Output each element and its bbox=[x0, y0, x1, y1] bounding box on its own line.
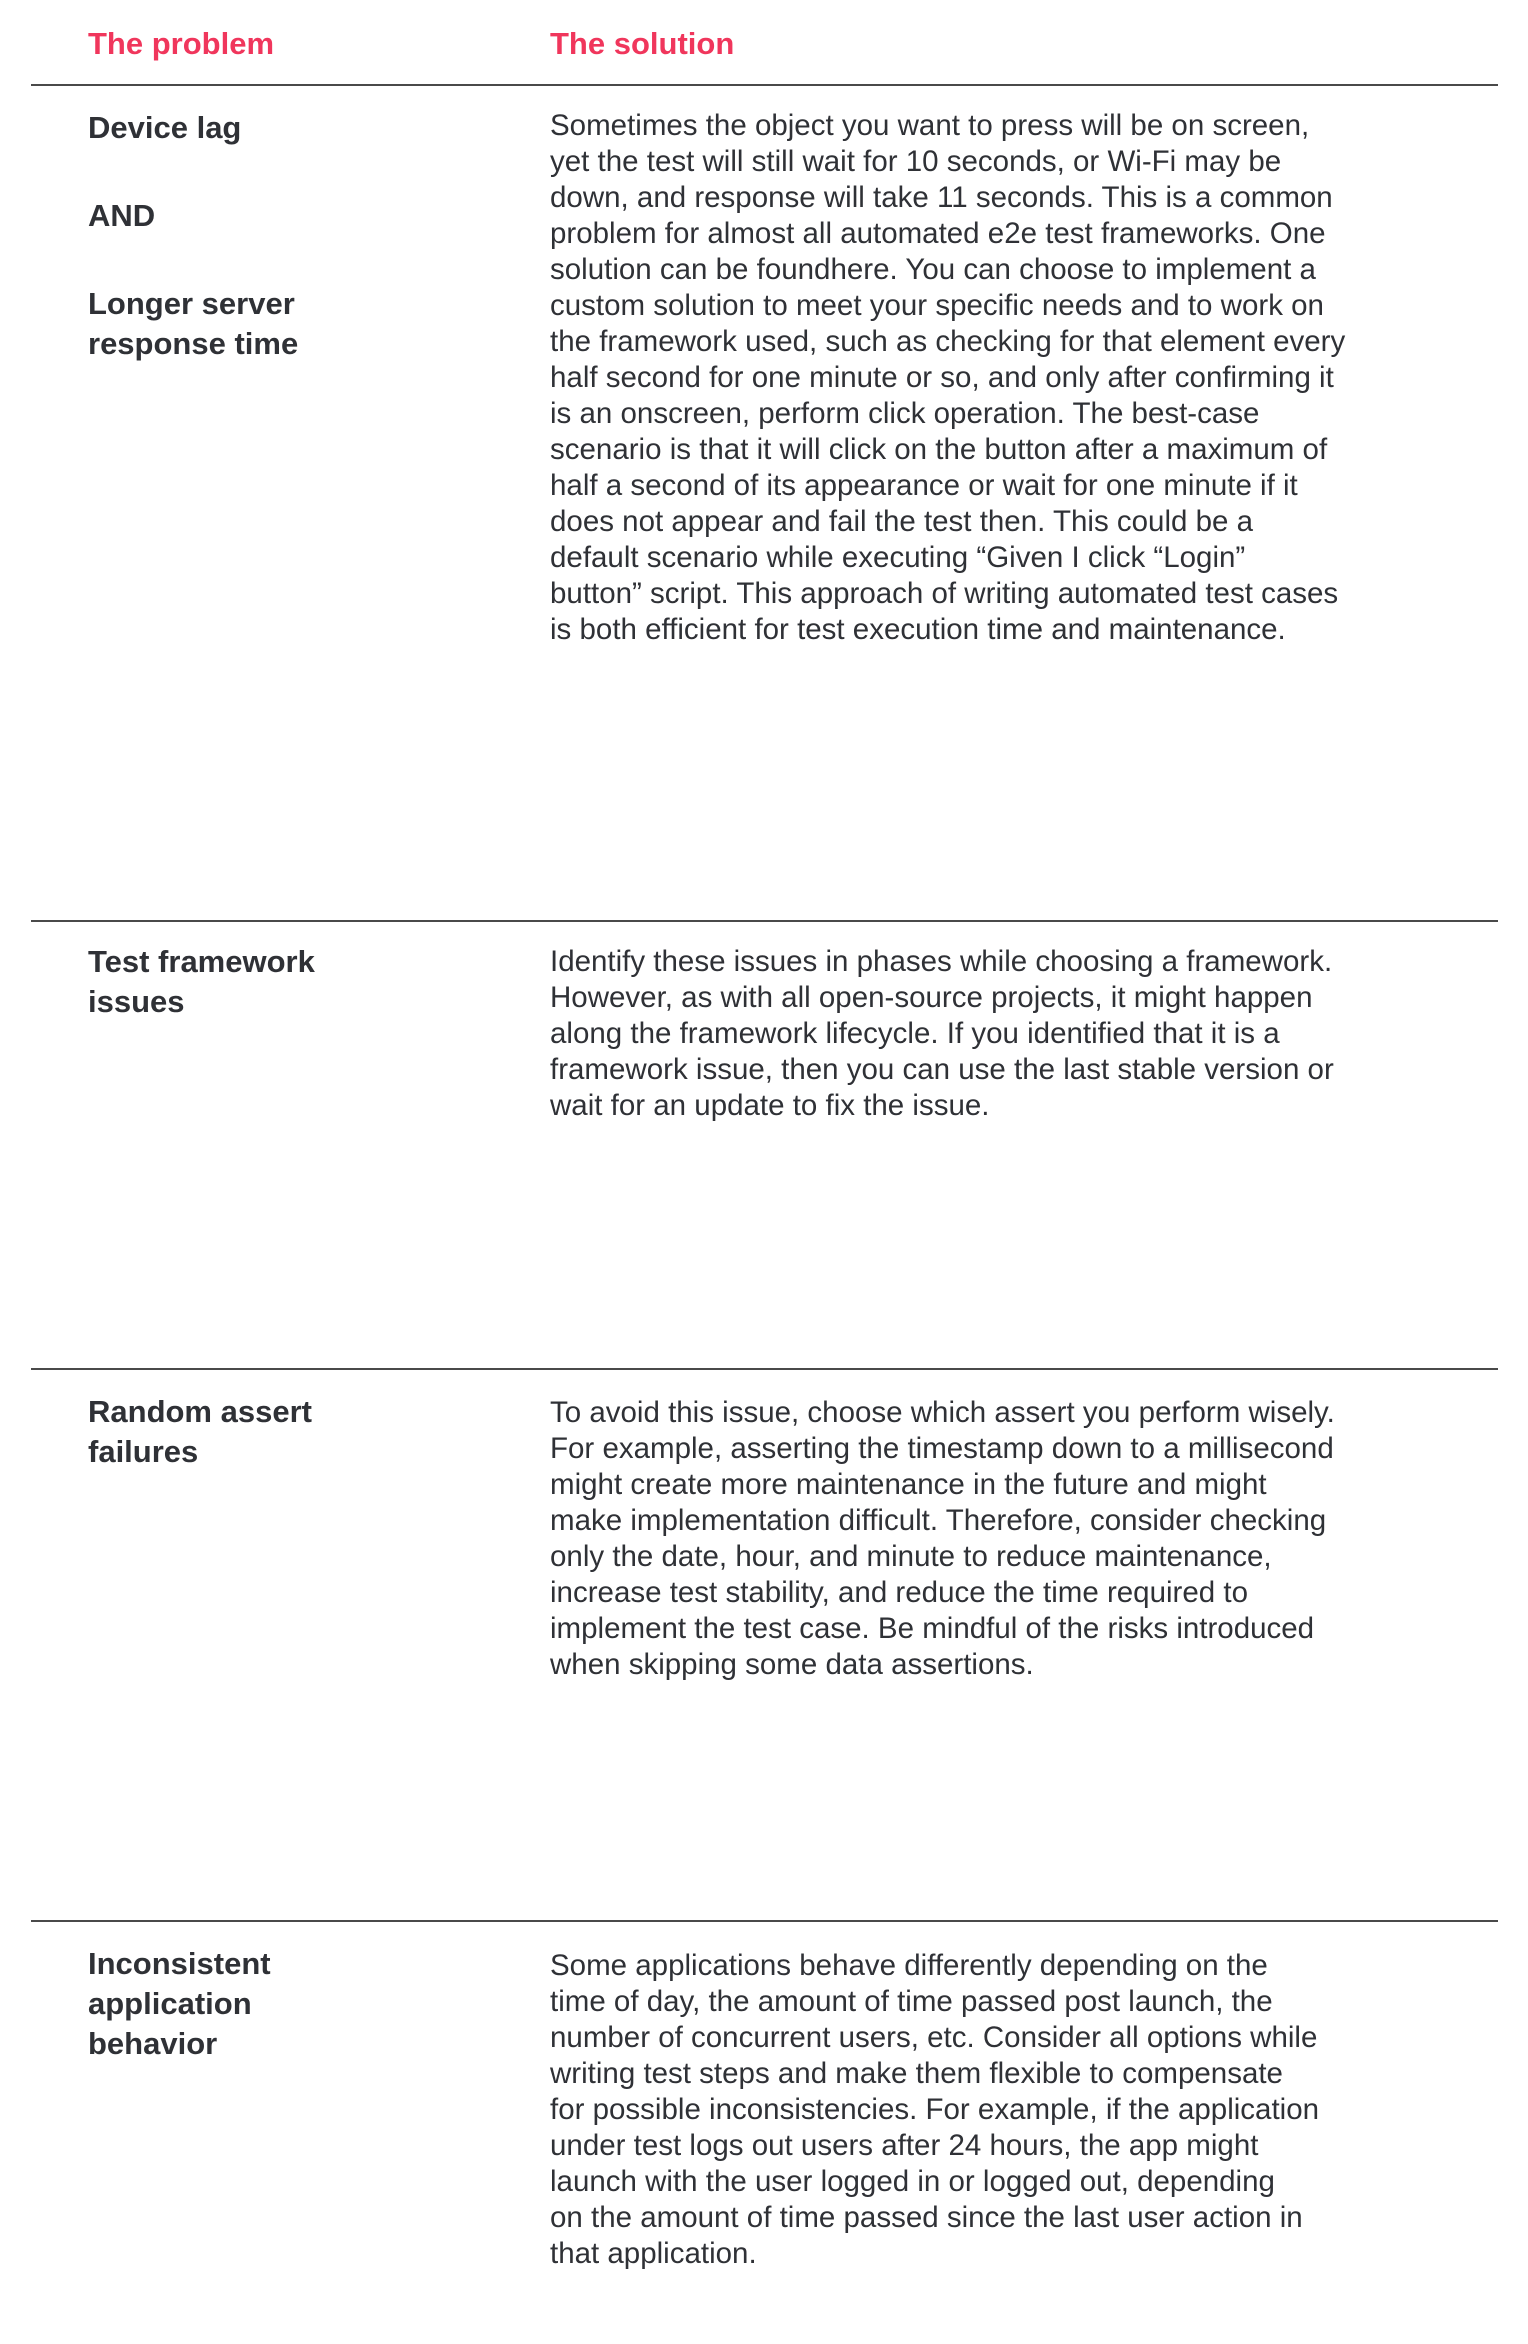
problem-cell-test-framework: Test framework issues bbox=[88, 944, 315, 1019]
solution-cell-test-framework: Identify these issues in phases while choosing a framework. However, as with all open-source projects, it might happen along the framework lifecycle. If you identified that it is a framework issue, then you can use the last stable version or wait for an update to fix the issue. bbox=[550, 945, 1334, 1122]
problem-device-lag: Device lag bbox=[88, 110, 242, 145]
solution-cell-inconsistent-behavior: Some applications behave differently depending on the time of day, the amount of time passed post launch, the number of concurrent users, etc. Consider all options while writing test steps and make them flexible to compensate for possible inconsistencies. For example, if the application under test logs out users after 24 hours, the app might launch with the user logged in or logged out, depending on the amount of time passed since the last user action in that application. bbox=[550, 1949, 1320, 2270]
table-header bbox=[0, 24, 1528, 64]
row-divider bbox=[31, 920, 1498, 922]
header-divider bbox=[31, 84, 1498, 86]
row-divider bbox=[31, 1368, 1498, 1370]
problem-cell-device-lag bbox=[88, 108, 388, 364]
solution-column-header: The solution bbox=[550, 26, 735, 61]
problem-cell-inconsistent-behavior: Inconsistent application behavior bbox=[88, 1946, 271, 2061]
problem-cell-random-assert: Random assert failures bbox=[88, 1394, 312, 1469]
problem-column-header: The problem bbox=[88, 26, 275, 61]
solution-cell-device-lag: Sometimes the object you want to press will be on screen, yet the test will still wait for 10 seconds, or Wi-Fi may be down, and response will take 11 seconds. This is a common problem for almost all automated e2e test frameworks. One solution can be foundhere. You can choose to implement a custom solution to meet your specific needs and to work on the framework used, such as checking for that element every half second for one minute or so, and only after confirming it is an onscreen, perform click operation. The best-case scenario is that it will click on the button after a maximum of half a second of its appearance or wait for one minute if it does not appear and fail the test then. This could be a default scenario while executing “Given I click “Login” button” script. This approach of writing automated test cases is both efficient for test execution time and maintenance. bbox=[550, 109, 1346, 646]
problem-and: AND bbox=[88, 198, 156, 233]
problem-server-response: Longer server response time bbox=[88, 286, 299, 361]
row-divider bbox=[31, 1920, 1498, 1922]
solution-cell-random-assert: To avoid this issue, choose which assert you perform wisely. For example, asserting the timestamp down to a millisecond might create more maintenance in the future and might make implementation difficult. Therefore, consider checking only the date, hour, and minute to reduce maintenance, increase test stability, and reduce the time required to implement the test case. Be mindful of the risks introduced when skipping some data assertions. bbox=[550, 1396, 1335, 1681]
